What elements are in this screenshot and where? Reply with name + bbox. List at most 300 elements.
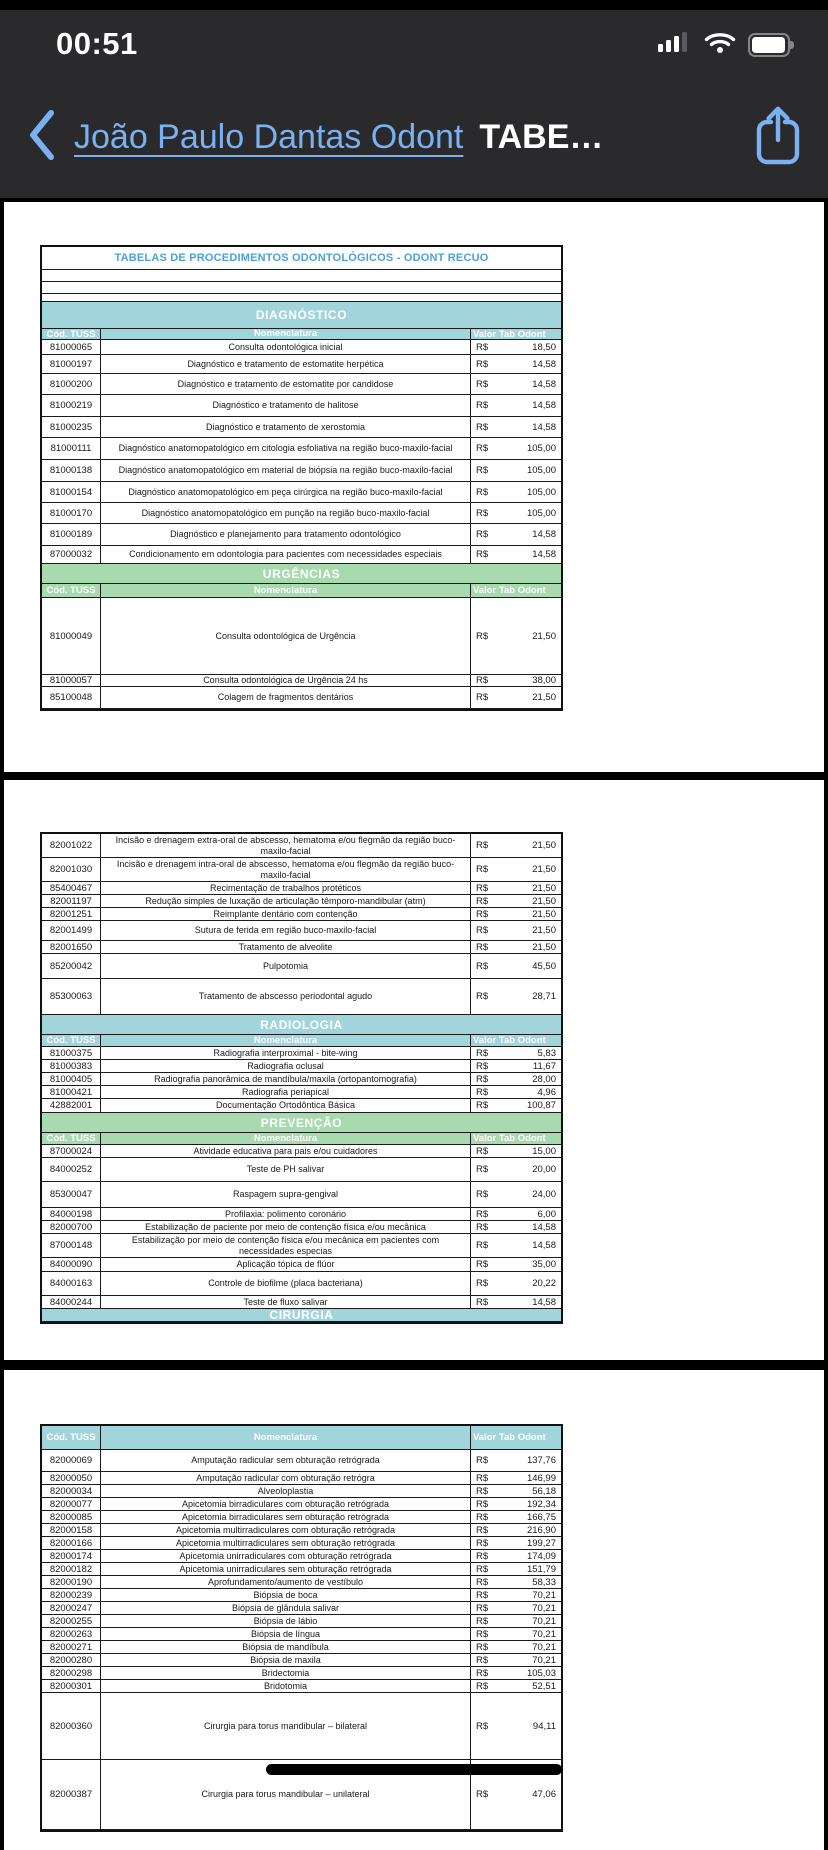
table-row (42, 355, 561, 374)
cell-tuss-code: 87000024 (42, 1145, 101, 1157)
table-row (42, 438, 561, 460)
amount: 14,58 (532, 421, 556, 433)
cell-nomenclature: Redução simples de luxação de articulação têmporo-mandibular (atm) (101, 895, 471, 907)
cell-tuss-code: 84000163 (42, 1272, 101, 1295)
cell-tuss-code: 81000197 (42, 355, 101, 373)
table-row (42, 1524, 561, 1537)
amount: 14,58 (532, 1296, 556, 1308)
table-row (42, 482, 561, 503)
table-section-row: CIRURGIA (42, 1309, 561, 1322)
currency-symbol: R$ (476, 1208, 489, 1220)
amount: 70,21 (532, 1641, 556, 1653)
column-header-code: Cód. TUSS (42, 584, 101, 597)
cell-nomenclature: Aprofundamento/aumento de vestíbulo (101, 1576, 471, 1588)
cell-value (471, 482, 561, 502)
amount: 20,00 (532, 1164, 556, 1175)
table-row (42, 1550, 561, 1563)
table-row (42, 417, 561, 438)
amount: 14,58 (532, 549, 556, 560)
status-time: 00:51 (56, 26, 138, 61)
amount: 15,00 (532, 1145, 556, 1157)
nav-bar (24, 98, 804, 176)
cell-nomenclature: Diagnóstico anatomopatológico em citologia esfoliativa na região buco-maxilo-facial (101, 438, 471, 459)
cell-nomenclature: Radiografia interproximal - bite-wing (101, 1047, 471, 1059)
currency-symbol: R$ (476, 1789, 489, 1800)
cellular-signal-icon (658, 30, 692, 59)
table-row (42, 1693, 561, 1760)
cell-tuss-code: 85300063 (42, 979, 101, 1014)
cell-nomenclature: Biópsia de maxila (101, 1654, 471, 1666)
cell-nomenclature: Consulta odontológica inicial (101, 340, 471, 354)
amount: 4,96 (537, 1086, 556, 1098)
amount: 166,75 (526, 1511, 556, 1523)
cell-tuss-code: 85200042 (42, 954, 101, 978)
amount: 45,50 (532, 960, 556, 972)
cell-nomenclature: Profilaxia: polimento coronário (101, 1208, 471, 1220)
currency-symbol: R$ (476, 960, 489, 972)
cell-nomenclature: Condicionamento em odontologia para pacientes com necessidades especiais (101, 546, 471, 563)
currency-symbol: R$ (476, 1047, 489, 1059)
cell-value (471, 1060, 561, 1072)
currency-symbol: R$ (476, 692, 489, 703)
cell-value (471, 1602, 561, 1614)
cell-tuss-code: 84000090 (42, 1258, 101, 1271)
cell-tuss-code: 82000158 (42, 1524, 101, 1536)
table-row (42, 1472, 561, 1485)
column-header-code: Cód. TUSS (42, 1426, 101, 1449)
currency-symbol: R$ (476, 529, 489, 540)
cell-nomenclature: Diagnóstico anatomopatológico em peça cirúrgica na região buco-maxilo-facial (101, 482, 471, 502)
cell-tuss-code: 82000050 (42, 1472, 101, 1484)
currency-symbol: R$ (476, 1240, 489, 1251)
amount: 38,00 (532, 675, 556, 686)
currency-symbol: R$ (476, 630, 489, 642)
currency-symbol: R$ (476, 465, 489, 476)
amount: 137,76 (526, 1455, 556, 1466)
currency-symbol: R$ (476, 1550, 489, 1562)
cell-value (471, 374, 561, 394)
currency-symbol: R$ (476, 1511, 489, 1523)
cell-nomenclature: Estabilização por meio de contenção física e/ou mecânica em pacientes com necessidades especias (101, 1234, 471, 1257)
cell-tuss-code: 82000247 (42, 1602, 101, 1614)
table-row (42, 1047, 561, 1060)
table-row (42, 1511, 561, 1524)
cell-value (471, 1563, 561, 1575)
cell-tuss-code: 84000244 (42, 1296, 101, 1308)
cell-tuss-code: 82000077 (42, 1498, 101, 1510)
table-section-row: PREVENÇÃO (42, 1113, 561, 1133)
currency-symbol: R$ (476, 1278, 489, 1289)
column-header-code: Cód. TUSS (42, 1133, 101, 1144)
amount: 14,58 (532, 400, 556, 411)
cell-tuss-code: 82001022 (42, 834, 101, 857)
cell-value (471, 1221, 561, 1233)
currency-symbol: R$ (476, 378, 489, 390)
cell-value (471, 598, 561, 674)
cell-value (471, 941, 561, 953)
table-row (42, 1628, 561, 1641)
table-header-row (42, 329, 561, 340)
column-header-name: Nomenclatura (101, 584, 471, 597)
table-row (42, 460, 561, 482)
cell-nomenclature: Biópsia de lábio (101, 1615, 471, 1627)
column-header-name: Nomenclatura (101, 1133, 471, 1144)
amount: 105,00 (526, 507, 556, 519)
cell-nomenclature: Sutura de ferida em região buco-maxilo-facial (101, 921, 471, 940)
cell-value (471, 1537, 561, 1549)
cell-nomenclature: Biópsia de mandíbula (101, 1641, 471, 1653)
table-row (42, 1060, 561, 1073)
amount: 56,18 (532, 1485, 556, 1497)
amount: 216,90 (526, 1524, 556, 1536)
amount: 47,06 (532, 1789, 556, 1800)
wifi-icon (704, 30, 736, 59)
currency-symbol: R$ (476, 1563, 489, 1575)
amount: 14,58 (532, 529, 556, 540)
cell-nomenclature: Incisão e drenagem intra-oral de abscesso, hematoma e/ou flegmão da região buco-maxilo-facial (101, 858, 471, 881)
amount: 18,50 (532, 341, 556, 353)
procedures-table-page-2 (40, 832, 563, 1324)
screen-top-edge (0, 0, 828, 10)
currency-symbol: R$ (476, 507, 489, 519)
cell-value (471, 1158, 561, 1181)
cell-nomenclature: Apicetomia birradiculares com obturação retrógrada (101, 1498, 471, 1510)
cell-nomenclature: Tratamento de abscesso periodontal agudo (101, 979, 471, 1014)
cell-tuss-code: 82000085 (42, 1511, 101, 1523)
cell-tuss-code: 81000111 (42, 438, 101, 459)
column-header-value: Valor Tab Odont (473, 1432, 546, 1443)
currency-symbol: R$ (476, 1498, 489, 1510)
table-row (42, 908, 561, 921)
cell-value (471, 1099, 561, 1112)
currency-symbol: R$ (476, 1576, 489, 1588)
currency-symbol: R$ (476, 341, 489, 353)
table-row (42, 858, 561, 882)
cell-nomenclature: Diagnóstico e planejamento para tratamento odontológico (101, 524, 471, 545)
table-row (42, 895, 561, 908)
currency-symbol: R$ (476, 1472, 489, 1484)
cell-value (471, 524, 561, 545)
table-gap-row (42, 294, 561, 302)
currency-symbol: R$ (476, 1720, 489, 1732)
cell-value (471, 503, 561, 523)
document-page-2 (4, 780, 824, 1360)
cell-nomenclature: Radiografia panorâmica de mandíbula/maxila (ortopantomografia) (101, 1073, 471, 1085)
top-chrome (0, 0, 828, 198)
cell-tuss-code: 81000154 (42, 482, 101, 502)
cell-nomenclature: Alveoloplastia (101, 1485, 471, 1497)
amount: 174,09 (526, 1550, 556, 1562)
amount: 199,27 (526, 1537, 556, 1549)
currency-symbol: R$ (476, 895, 489, 907)
table-row (42, 1208, 561, 1221)
column-header-value: Valor Tab Odont (473, 328, 546, 340)
cell-tuss-code: 81000065 (42, 340, 101, 354)
cell-nomenclature: Teste de PH salivar (101, 1158, 471, 1181)
table-row (42, 1615, 561, 1628)
amount: 70,21 (532, 1654, 556, 1666)
cell-nomenclature: Radiografia oclusal (101, 1060, 471, 1072)
currency-symbol: R$ (476, 908, 489, 920)
cell-tuss-code: 82000298 (42, 1667, 101, 1679)
table-row (42, 374, 561, 395)
column-header-name: Nomenclatura (101, 1426, 471, 1449)
currency-symbol: R$ (476, 840, 489, 851)
amount: 70,21 (532, 1602, 556, 1614)
currency-symbol: R$ (476, 1073, 489, 1085)
amount: 14,58 (532, 1221, 556, 1233)
table-row (42, 1563, 561, 1576)
cell-value (471, 417, 561, 437)
amount: 21,50 (532, 692, 556, 703)
cell-tuss-code: 81000200 (42, 374, 101, 394)
cell-tuss-code: 82001197 (42, 895, 101, 907)
cell-tuss-code: 81000421 (42, 1086, 101, 1098)
amount: 70,21 (532, 1589, 556, 1601)
table-section-row: URGÊNCIAS (42, 564, 561, 584)
cell-nomenclature: Tratamento de alveolite (101, 941, 471, 953)
cell-tuss-code: 84000252 (42, 1158, 101, 1181)
currency-symbol: R$ (476, 864, 489, 875)
cell-nomenclature: Consulta odontológica de Urgência 24 hs (101, 675, 471, 686)
cell-value (471, 687, 561, 708)
table-row (42, 1576, 561, 1589)
currency-symbol: R$ (476, 991, 489, 1002)
document-page-3 (4, 1370, 824, 1850)
currency-symbol: R$ (476, 1485, 489, 1497)
cell-value (471, 340, 561, 354)
currency-symbol: R$ (476, 1259, 489, 1270)
cell-tuss-code: 82000174 (42, 1550, 101, 1562)
cell-nomenclature: Teste de fluxo salivar (101, 1296, 471, 1308)
cell-tuss-code: 82000239 (42, 1589, 101, 1601)
chevron-left-icon (27, 109, 55, 166)
amount: 24,00 (532, 1189, 556, 1200)
cell-value (471, 1550, 561, 1562)
cell-tuss-code: 85100048 (42, 687, 101, 708)
cell-value (471, 1576, 561, 1588)
cell-tuss-code: 81000405 (42, 1073, 101, 1085)
cell-tuss-code: 87000148 (42, 1234, 101, 1257)
amount: 70,21 (532, 1628, 556, 1640)
currency-symbol: R$ (476, 1296, 489, 1308)
currency-symbol: R$ (476, 1221, 489, 1233)
amount: 105,00 (526, 443, 556, 454)
cell-nomenclature: Apicetomia unirradiculares com obturação retrógrada (101, 1550, 471, 1562)
share-icon (753, 104, 803, 171)
cell-value (471, 395, 561, 416)
table-row (42, 1450, 561, 1472)
contact-link[interactable]: João Paulo Dantas Odont (74, 117, 464, 156)
table-row (42, 941, 561, 954)
cell-tuss-code: 82000271 (42, 1641, 101, 1653)
cell-nomenclature: Cirurgia para torus mandibular – unilateral (101, 1760, 471, 1829)
cell-value (471, 1498, 561, 1510)
cell-tuss-code: 82000387 (42, 1760, 101, 1829)
cell-nomenclature: Biópsia de glândula salivar (101, 1602, 471, 1614)
cell-nomenclature: Diagnóstico anatomopatológico em punção na região buco-maxilo-facial (101, 503, 471, 523)
table-row (42, 395, 561, 417)
table-row (42, 1234, 561, 1258)
cell-tuss-code: 81000138 (42, 460, 101, 481)
cell-tuss-code: 82000301 (42, 1680, 101, 1692)
amount: 14,58 (532, 378, 556, 390)
amount: 35,00 (532, 1259, 556, 1270)
home-indicator[interactable] (266, 1764, 562, 1775)
table-row (42, 1086, 561, 1099)
amount: 28,00 (532, 1073, 556, 1085)
cell-nomenclature: Radiografia periapical (101, 1086, 471, 1098)
table-section-row: DIAGNÓSTICO (42, 302, 561, 329)
currency-symbol: R$ (476, 358, 489, 370)
currency-symbol: R$ (476, 1455, 489, 1466)
cell-nomenclature: Apicetomia multirradiculares com obturação retrógrada (101, 1524, 471, 1536)
amount: 58,33 (532, 1576, 556, 1588)
cell-tuss-code: 82000034 (42, 1485, 101, 1497)
currency-symbol: R$ (476, 486, 489, 498)
currency-symbol: R$ (476, 1628, 489, 1640)
cell-tuss-code: 82001030 (42, 858, 101, 881)
cell-nomenclature: Apicetomia multirradiculares sem obturação retrógrada (101, 1537, 471, 1549)
table-row (42, 1498, 561, 1511)
table-row (42, 1654, 561, 1667)
column-header-code: Cód. TUSS (42, 1035, 101, 1046)
cell-value (471, 1272, 561, 1295)
table-header-row (42, 584, 561, 598)
cell-nomenclature: Diagnóstico e tratamento de estomatite por candidose (101, 374, 471, 394)
cell-nomenclature: Diagnóstico e tratamento de estomatite herpética (101, 355, 471, 373)
table-row (42, 1589, 561, 1602)
cell-value (471, 979, 561, 1014)
amount: 105,03 (526, 1667, 556, 1679)
table-row (42, 1537, 561, 1550)
table-row (42, 979, 561, 1015)
cell-nomenclature: Raspagem supra-gengival (101, 1182, 471, 1207)
currency-symbol: R$ (476, 1145, 489, 1157)
amount: 14,58 (532, 358, 556, 370)
cell-nomenclature: Amputação radicular sem obturação retrógrada (101, 1450, 471, 1471)
cell-value (471, 1145, 561, 1157)
document-scroll-area[interactable] (0, 198, 828, 1800)
cell-value (471, 1258, 561, 1271)
cell-nomenclature: Consulta odontológica de Urgência (101, 598, 471, 674)
document-title: TABE… (479, 117, 604, 156)
cell-nomenclature: Bridotomia (101, 1680, 471, 1692)
currency-symbol: R$ (476, 1654, 489, 1666)
cell-value (471, 895, 561, 907)
cell-tuss-code: 82000700 (42, 1221, 101, 1233)
currency-symbol: R$ (476, 1164, 489, 1175)
amount: 100,87 (526, 1100, 556, 1111)
cell-tuss-code: 82001650 (42, 941, 101, 953)
table-row (42, 1158, 561, 1182)
status-icons (658, 30, 794, 59)
amount: 70,21 (532, 1615, 556, 1627)
amount: 146,99 (526, 1472, 556, 1484)
column-header-value: Valor Tab Odont (473, 585, 546, 596)
currency-symbol: R$ (476, 421, 489, 433)
cell-tuss-code: 87000032 (42, 546, 101, 563)
cell-tuss-code: 82000255 (42, 1615, 101, 1627)
cell-value (471, 921, 561, 940)
table-header-row (42, 1426, 561, 1450)
cell-value (471, 675, 561, 686)
cell-tuss-code: 82000280 (42, 1654, 101, 1666)
cell-tuss-code: 81000219 (42, 395, 101, 416)
cell-nomenclature: Documentação Ortodôntica Básica (101, 1099, 471, 1112)
cell-nomenclature: Apicetomia birradiculares sem obturação retrógrada (101, 1511, 471, 1523)
cell-nomenclature: Pulpotomia (101, 954, 471, 978)
currency-symbol: R$ (476, 1060, 489, 1072)
currency-symbol: R$ (476, 1667, 489, 1679)
amount: 151,79 (526, 1563, 556, 1575)
table-row (42, 524, 561, 546)
table-row (42, 1680, 561, 1693)
currency-symbol: R$ (476, 1189, 489, 1200)
currency-symbol: R$ (476, 1524, 489, 1536)
table-row (42, 834, 561, 858)
cell-nomenclature: Recimentação de trabalhos protéticos (101, 882, 471, 894)
cell-value (471, 355, 561, 373)
amount: 5,83 (537, 1047, 556, 1059)
table-row (42, 1145, 561, 1158)
amount: 21,50 (532, 941, 556, 953)
table-row (42, 921, 561, 941)
table-row (42, 1272, 561, 1296)
cell-nomenclature: Apicetomia unirradiculares sem obturação retrógrada (101, 1563, 471, 1575)
amount: 21,50 (532, 908, 556, 920)
cell-nomenclature: Colagem de fragmentos dentários (101, 687, 471, 708)
currency-symbol: R$ (476, 675, 489, 686)
currency-symbol: R$ (476, 1537, 489, 1549)
table-row (42, 546, 561, 564)
cell-nomenclature: Biópsia de boca (101, 1589, 471, 1601)
table-row (42, 954, 561, 979)
cell-nomenclature: Estabilização de paciente por meio de contenção física e/ou mecânica (101, 1221, 471, 1233)
cell-tuss-code: 81000189 (42, 524, 101, 545)
amount: 21,50 (532, 864, 556, 875)
currency-symbol: R$ (476, 1086, 489, 1098)
cell-tuss-code: 81000383 (42, 1060, 101, 1072)
cell-value (471, 1667, 561, 1679)
status-bar (0, 24, 828, 68)
table-row (42, 1099, 561, 1113)
cell-value (471, 1641, 561, 1653)
cell-tuss-code: 42882001 (42, 1099, 101, 1112)
column-header-name: Nomenclatura (101, 1035, 471, 1046)
cell-value (471, 834, 561, 857)
back-button[interactable] (24, 109, 58, 165)
table-section-row: RADIOLOGIA (42, 1015, 561, 1035)
cell-tuss-code: 84000198 (42, 1208, 101, 1220)
share-button[interactable] (752, 106, 804, 168)
amount: 6,00 (537, 1208, 556, 1220)
amount: 94,11 (532, 1720, 556, 1732)
cell-value (471, 1450, 561, 1471)
table-spacer-row (42, 282, 561, 294)
currency-symbol: R$ (476, 1100, 489, 1111)
currency-symbol: R$ (476, 443, 489, 454)
currency-symbol: R$ (476, 925, 489, 936)
cell-tuss-code: 81000057 (42, 675, 101, 686)
amount: 105,00 (526, 486, 556, 498)
cell-value (471, 954, 561, 978)
table-row (42, 882, 561, 895)
currency-symbol: R$ (476, 1589, 489, 1601)
cell-value (471, 1524, 561, 1536)
currency-symbol: R$ (476, 941, 489, 953)
cell-tuss-code: 85300047 (42, 1182, 101, 1207)
